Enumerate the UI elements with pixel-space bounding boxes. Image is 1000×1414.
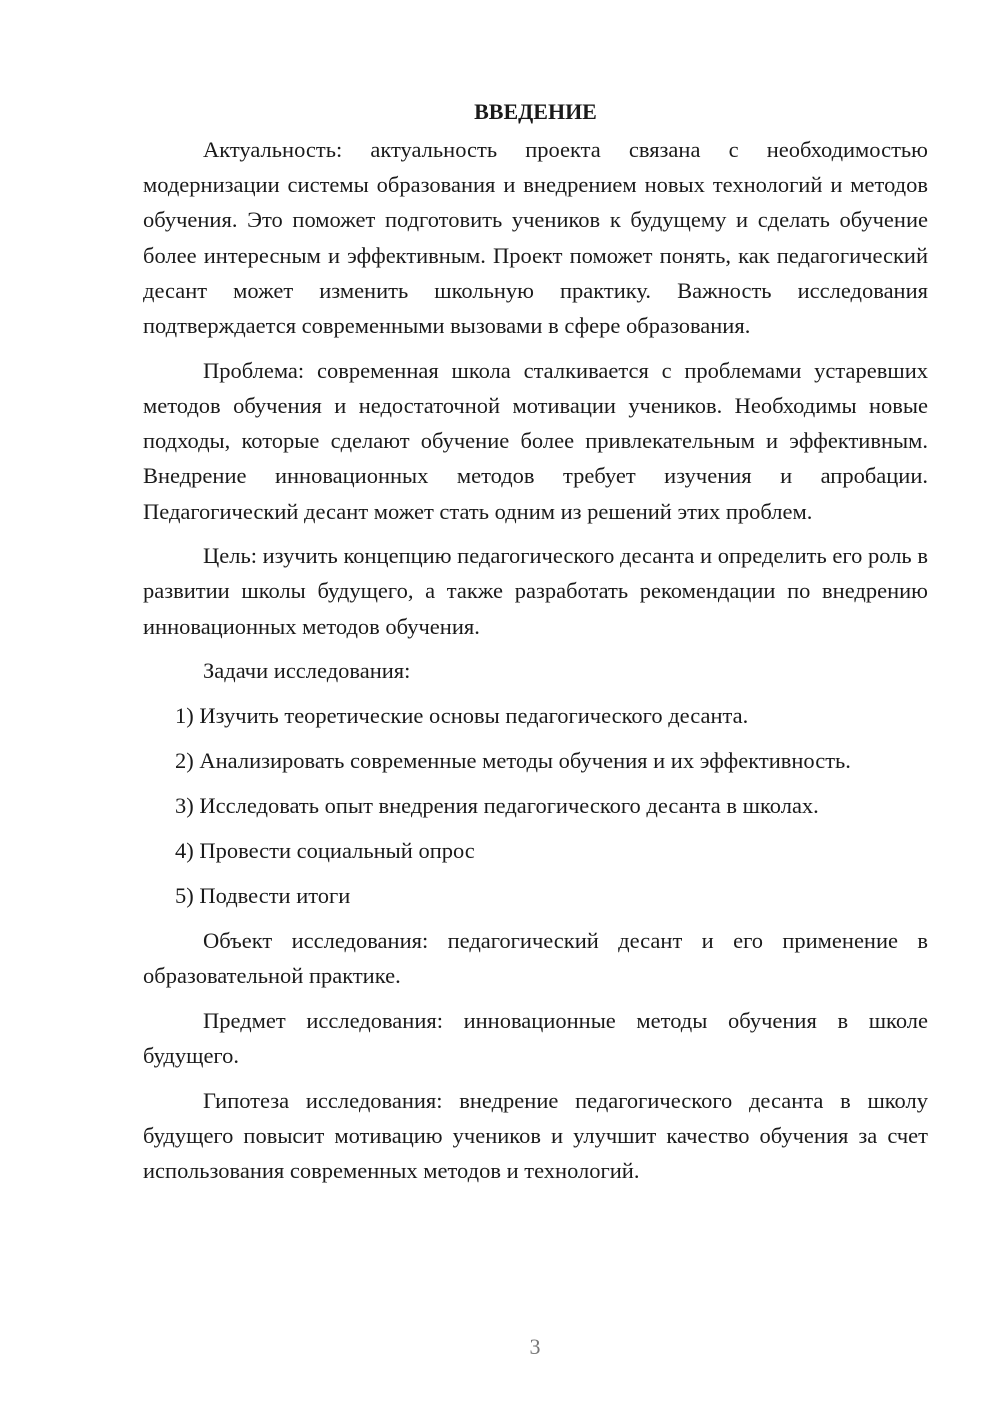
list-item: 1) Изучить теоретические основы педагогического десанта. [175, 703, 749, 729]
page-number: 3 [529, 1334, 541, 1359]
paragraph-hypothesis: Гипотеза исследования: внедрение педагогического десанта в школу будущего повысит мотивацию учеников и улучшит качество обучения за счет использования современных методов и технологий. [143, 1087, 928, 1184]
paragraph-relevance: Актуальность: актуальность проекта связана с необходимостью модернизации системы образования и внедрением новых технологий и методов обучения. Это поможет подготовить учеников к будущему и сделать обучение более интересным и эффективным. Проект поможет понять, как педагогический десант может изменить школьную практику. Важность исследования подтверждается современными вызовами в сфере образования. [143, 137, 928, 339]
list-item: 4) Провести социальный опрос [175, 838, 475, 864]
paragraph-subject: Предмет исследования: инновационные методы обучения в школе будущего. [143, 1007, 928, 1068]
list-item: 3) Исследовать опыт внедрения педагогического десанта в школах. [175, 793, 819, 819]
paragraph-goal: Цель: изучить концепцию педагогического десанта и определить его роль в развитии школы будущего, а также разработать рекомендации по внедрению инновационных методов обучения. [143, 543, 928, 639]
paragraph-object: Объект исследования: педагогический десант и его применение в образовательной практике. [143, 927, 928, 989]
tasks-list [143, 698, 928, 913]
tasks-title: Задачи исследования: [203, 658, 411, 684]
page-content [143, 94, 928, 1198]
paragraph-problem: Проблема: современная школа сталкивается с проблемами устаревших методов обучения и недостаточной мотивации учеников. Необходимы новые подходы, которые сделают обучение более привлекательным и эффективным. Внедрение инновационных методов требует изучения и апробации. Педагогический десант может стать одним из решений этих проблем. [143, 357, 928, 524]
section-heading: ВВЕДЕНИЕ [474, 99, 597, 124]
list-item: 5) Подвести итоги [175, 883, 351, 909]
list-item: 2) Анализировать современные методы обучения и их эффективность. [175, 748, 851, 774]
